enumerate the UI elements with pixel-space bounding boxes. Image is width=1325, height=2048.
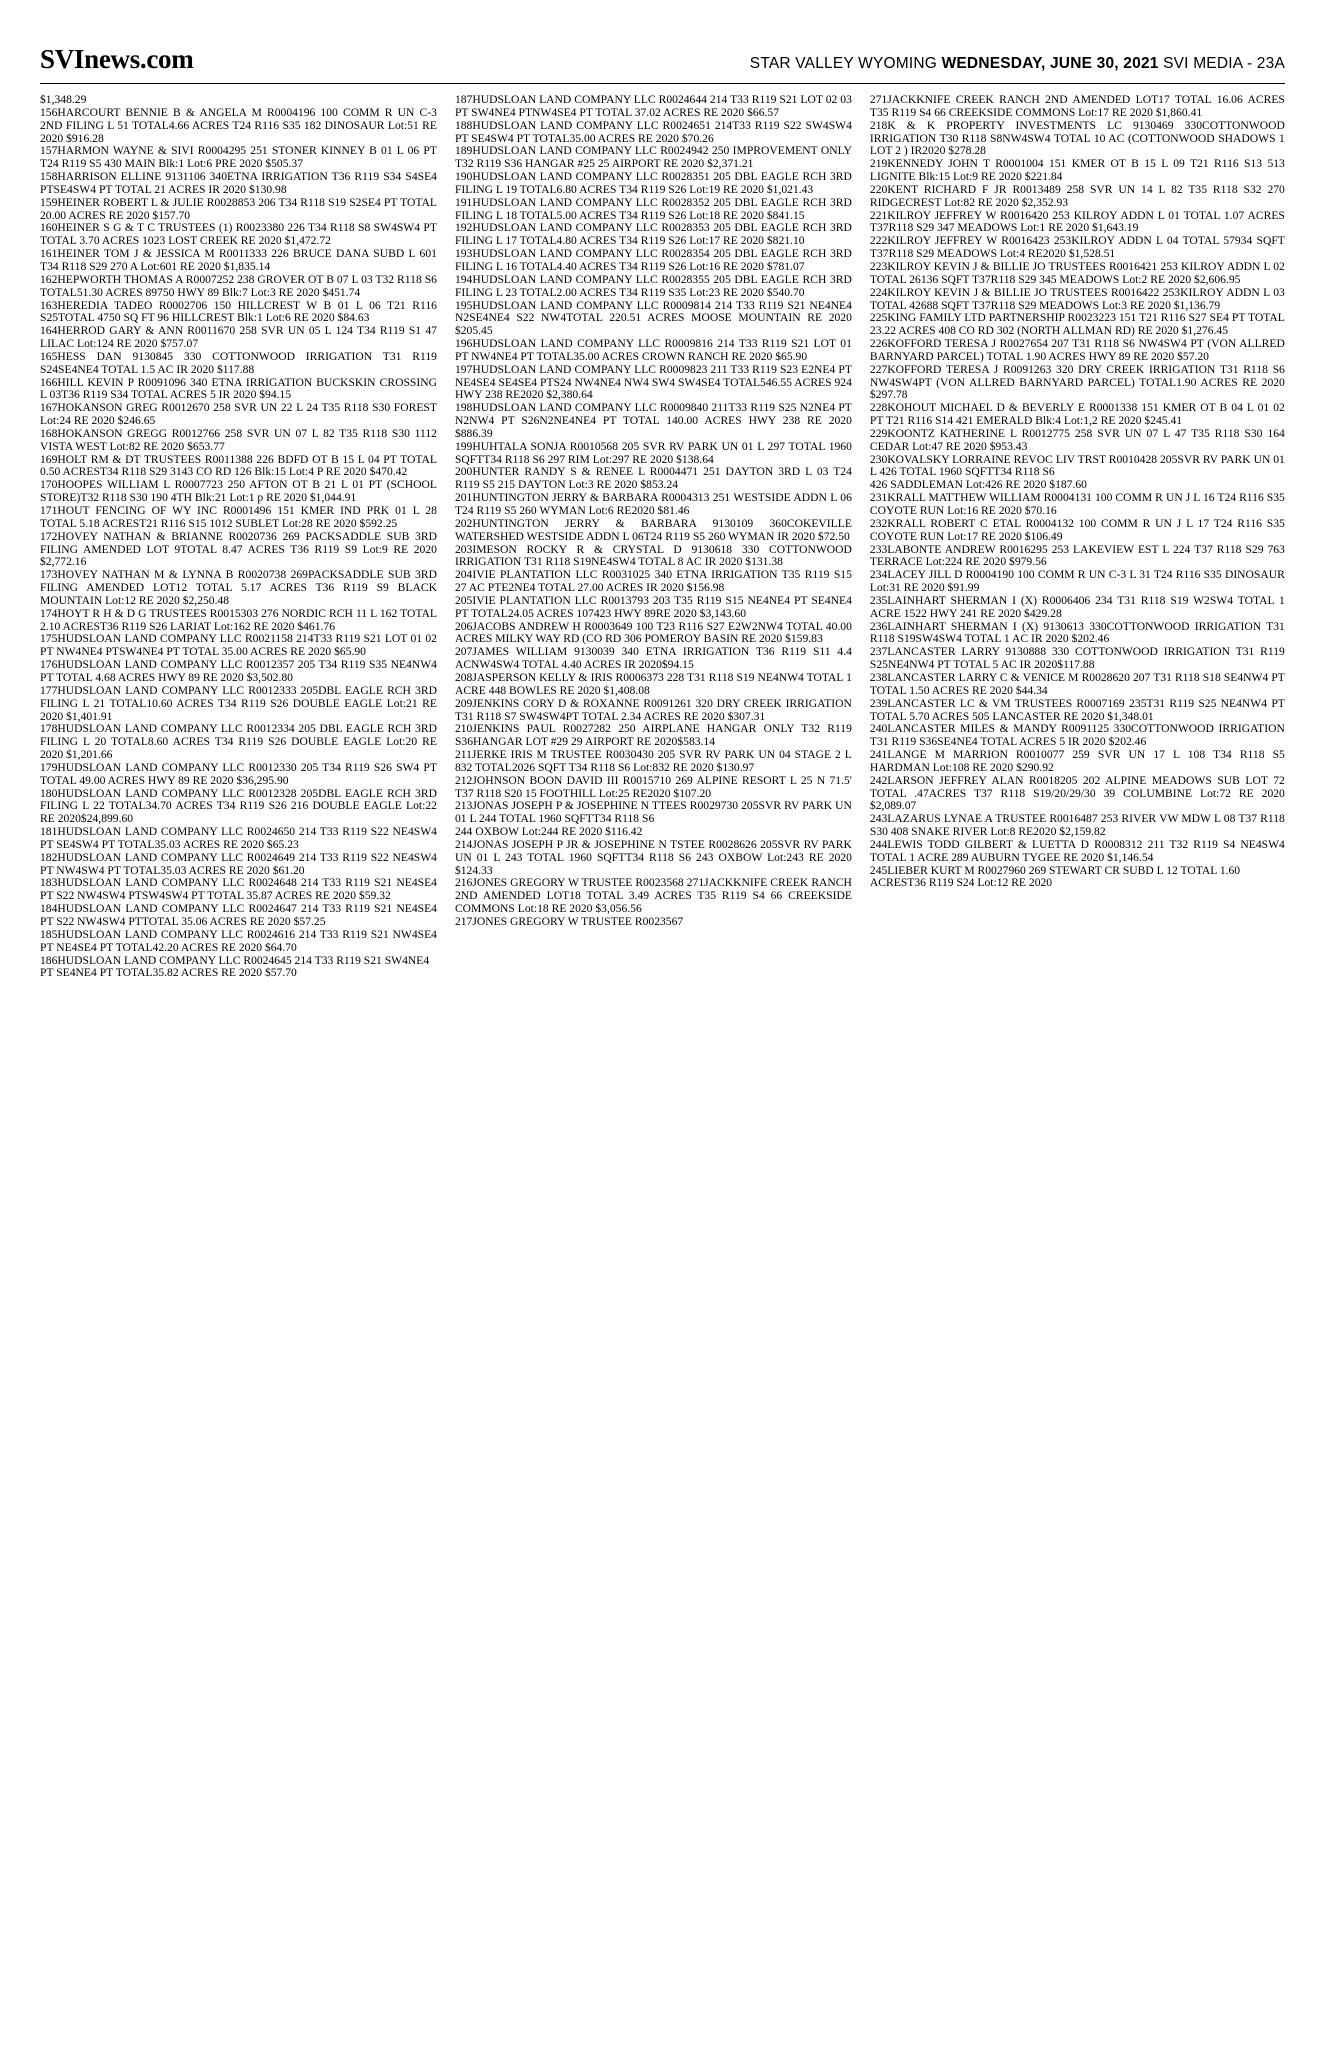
listing-entry: 235LAINHART SHERMAN I (X) R0006406 234 T31 R118 S19 W2SW4 TOTAL 1 ACRE 1522 HWY 241 RE 2020 $429.28 bbox=[869, 593, 1285, 620]
listing-entry: 207JAMES WILLIAM 9130039 340 ETNA IRRIGATION T36 R119 S11 4.4 ACNW4SW4 TOTAL 4.40 ACRES IR 2020$94.15 bbox=[454, 645, 852, 672]
listing-entry: 197HUDSLOAN LAND COMPANY LLC R0009823 211 T33 R119 S23 E2NE4 PT NE4SE4 SE4SE4 PTS24 NW4NE4 NW4 SW4 SW4SE4 TOTAL546.55 ACRES 924 HWY 238 RE2020 $2,380.64 bbox=[454, 362, 852, 402]
listing-entry: 163HEREDIA TADEO R0002706 150 HILLCREST W B 01 L 06 T21 R116 S25TOTAL 4750 SQ FT 96 HILLCREST Blk:1 Lot:6 RE 2020 $84.63 bbox=[40, 298, 437, 325]
listing-entry: 190HUDSLOAN LAND COMPANY LLC R0028351 205 DBL EAGLE RCH 3RD FILING L 19 TOTAL6.80 ACRES T34 R119 S26 Lot:19 RE 2020 $1,021.43 bbox=[454, 170, 852, 196]
masthead-info bbox=[750, 55, 1285, 73]
listing-entry: 234LACEY JILL D R0004190 100 COMM R UN C-3 L 31 T24 R116 S35 DINOSAUR Lot:31 RE 2020 $91.99 bbox=[869, 568, 1285, 595]
listing-entry: 210JENKINS PAUL R0027282 250 AIRPLANE HANGAR ONLY T32 R119 S36HANGAR LOT #29 29 AIRPORT RE 2020$583.14 bbox=[454, 722, 852, 749]
listing-entry: 196HUDSLOAN LAND COMPANY LLC R0009816 214 T33 R119 S21 LOT 01 PT NW4NE4 PT TOTAL35.00 ACRES CROWN RANCH RE 2020 $65.90 bbox=[454, 337, 852, 363]
listing-entry: 209JENKINS CORY D & ROXANNE R0091261 320 DRY CREEK IRRIGATION T31 R118 S7 SW4SW4PT TOTAL 2.34 ACRES RE 2020 $307.31 bbox=[454, 696, 852, 723]
listing-entry: 188HUDSLOAN LAND COMPANY LLC R0024651 214T33 R119 S22 SW4SW4 PT SE4SW4 PT TOTAL35.00 ACRES RE 2020 $70.26 bbox=[454, 118, 852, 145]
listing-entry: 243LAZARUS LYNAE A TRUSTEE R0016487 253 RIVER VW MDW L 08 T37 R118 S30 408 SNAKE RIVER Lot:8 RE2020 $2,159.82 bbox=[869, 812, 1285, 839]
listing-entry: 166HILL KEVIN P R0091096 340 ETNA IRRIGATION BUCKSKIN CROSSING L 03T36 R119 S34 TOTAL ACRES 5 IR 2020 $94.15 bbox=[40, 375, 437, 402]
listing-entry: 186HUDSLOAN LAND COMPANY LLC R0024645 214 T33 R119 S21 SW4NE4 PT SE4NE4 PT TOTAL35.82 ACRES RE 2020 $57.70 bbox=[40, 953, 430, 980]
listing-entry: 226KOFFORD TERESA J R0027654 207 T31 R118 S6 NW4SW4 PT (VON ALLRED BARNYARD PARCEL) TOTAL 1.90 ACRES HWY 89 RE 2020 $57.20 bbox=[869, 337, 1285, 363]
publication-logo: SVInews.com bbox=[40, 44, 194, 74]
listing-entry: 240LANCASTER MILES & MANDY R0091125 330COTTONWOOD IRRIGATION T31 R119 S36SE4NE4 TOTAL ACRES 5 IR 2020 $202.46 bbox=[869, 722, 1285, 749]
listing-entry: 216JONES GREGORY W TRUSTEE R0023568 271JACKKNIFE CREEK RANCH 2ND AMENDED LOT18 TOTAL 3.49 ACRES T35 R119 S4 66 CREEKSIDE COMMONS Lot:18 RE 2020 $3,056.56 bbox=[454, 876, 852, 916]
listing-entry: 205IVIE PLANTATION LLC R0013793 203 T35 R119 S15 NE4NE4 PT SE4NE4 PT TOTAL24.05 ACRES 107423 HWY 89RE 2020 $3,143.60 bbox=[454, 593, 852, 620]
listing-entry: 178HUDSLOAN LAND COMPANY LLC R0012334 205 DBL EAGLE RCH 3RD FILING L 20 TOTAL8.60 ACRES T34 R119 S26 DOUBLE EAGLE Lot:20 RE 2020 $1,201.66 bbox=[40, 722, 437, 762]
listing-entry: 168HOKANSON GREGG R0012766 258 SVR UN 07 L 82 T35 R118 S30 1112 VISTA WEST Lot:82 RE 2020 $653.77 bbox=[40, 426, 437, 453]
listing-entry: 242LARSON JEFFREY ALAN R0018205 202 ALPINE MEADOWS SUB LOT 72 TOTAL .47ACRES T37 R118 S19/20/29/30 39 COLUMBINE Lot:72 RE 2020 $2,089.07 bbox=[869, 773, 1285, 813]
listing-entry: 238LANCASTER LARRY C & VENICE M R0028620 207 T31 R118 S18 SE4NW4 PT TOTAL 1.50 ACRES RE 2020 $44.34 bbox=[869, 670, 1285, 697]
listing-entry: 214JONAS JOSEPH P JR & JOSEPHINE N TSTEE R0028626 205SVR RV PARK UN 01 L 243 TOTAL 1960 SQFTT34 R118 S6 243 OXBOW Lot:243 RE 2020 $124.33 bbox=[454, 837, 852, 877]
masthead-source: SVI MEDIA - 23A bbox=[1163, 55, 1285, 72]
listing-entry: 208JASPERSON KELLY & IRIS R0006373 228 T31 R118 S19 NE4NW4 TOTAL 1 ACRE 448 BOWLES RE 2020 $1,408.08 bbox=[454, 670, 852, 697]
listing-entry: 157HARMON WAYNE & SIVI R0004295 251 STONER KINNEY B 01 L 06 PT T24 R119 S5 430 MAIN Blk:1 Lot:6 PRE 2020 $505.37 bbox=[40, 144, 437, 171]
masthead-date: WEDNESDAY, JUNE 30, 2021 bbox=[941, 55, 1159, 72]
listing-entry: 161HEINER TOM J & JESSICA M R0011333 226 BRUCE DANA SUBD L 601 T34 R118 S29 270 A Lot:601 RE 2020 $1,835.14 bbox=[40, 247, 437, 273]
column-2 bbox=[455, 94, 870, 980]
masthead-divider bbox=[40, 83, 1285, 84]
listing-entry: 231KRALL MATTHEW WILLIAM R0004131 100 COMM R UN J L 16 T24 R116 S35 COYOTE RUN Lot:16 RE 2020 $70.16 bbox=[869, 491, 1285, 517]
listing-entry: 165HESS DAN 9130845 330 COTTONWOOD IRRIGATION T31 R119 S24SE4NE4 TOTAL 1.5 AC IR 2020 $117.88 bbox=[40, 349, 437, 376]
listing-entry: 230KOVALSKY LORRAINE REVOC LIV TRST R0010428 205SVR RV PARK UN 01 L 426 TOTAL 1960 SQFTT34 R118 S6 bbox=[869, 452, 1285, 479]
listing-entry: 220KENT RICHARD F JR R0013489 258 SVR UN 14 L 82 T35 R118 S32 270 RIDGECREST Lot:82 RE 2020 $2,352.93 bbox=[869, 182, 1285, 209]
listing-entry: 192HUDSLOAN LAND COMPANY LLC R0028353 205 DBL EAGLE RCH 3RD FILING L 17 TOTAL4.80 ACRES T34 R119 S26 Lot:17 RE 2020 $821.10 bbox=[454, 221, 852, 248]
listing-entry: 195HUDSLOAN LAND COMPANY LLC R0009814 214 T33 R119 S21 NE4NE4 N2SE4NE4 S22 NW4TOTAL 220.51 ACRES MOOSE MOUNTAIN RE 2020 $205.45 bbox=[454, 298, 852, 338]
listing-entry: 156HARCOURT BENNIE B & ANGELA M R0004196 100 COMM R UN C-3 2ND FILING L 51 TOTAL4.66 ACRES T24 R116 S35 182 DINOSAUR Lot:51 RE 2020 $916.28 bbox=[40, 105, 437, 145]
listing-entry: 244 OXBOW Lot:244 RE 2020 $116.42 bbox=[454, 825, 643, 839]
listing-entry: 199HUHTALA SONJA R0010568 205 SVR RV PARK UN 01 L 297 TOTAL 1960 SQFTT34 R118 S6 297 RIM Lot:297 RE 2020 $138.64 bbox=[454, 439, 852, 466]
listing-entry: 193HUDSLOAN LAND COMPANY LLC R0028354 205 DBL EAGLE RCH 3RD FILING L 16 TOTAL4.40 ACRES T34 R119 S26 Lot:16 RE 2020 $781.07 bbox=[454, 247, 852, 273]
classified-listing-columns bbox=[40, 94, 1285, 980]
listing-entry: 245LIEBER KURT M R0027960 269 STEWART CR SUBD L 12 TOTAL 1.60 ACREST36 R119 S24 Lot:12 RE 2020 bbox=[869, 863, 1241, 890]
listing-entry: 170HOOPES WILLIAM L R0007723 250 AFTON OT B 21 L 01 PT (SCHOOL STORE)T32 R118 S30 190 4TH Blk:21 Lot:1 p RE 2020 $1,044.91 bbox=[40, 478, 437, 505]
listing-entry: 229KOONTZ KATHERINE L R0012775 258 SVR UN 07 L 47 T35 R118 S30 164 CEDAR Lot:47 RE 2020 $953.43 bbox=[869, 426, 1285, 453]
listing-entry: 232KRALL ROBERT C ETAL R0004132 100 COMM R UN J L 17 T24 R116 S35 COYOTE RUN Lot:17 RE 2020 $106.49 bbox=[869, 516, 1285, 543]
listing-entry: 185HUDSLOAN LAND COMPANY LLC R0024616 214 T33 R119 S21 NW4SE4 PT NE4SE4 PT TOTAL42.20 ACRES RE 2020 $64.70 bbox=[40, 927, 437, 954]
listing-entry: 222KILROY JEFFREY W R0016423 253KILROY ADDN L 04 TOTAL 57934 SQFT T37R118 S29 MEADOWS Lot:4 RE2020 $1,528.51 bbox=[869, 234, 1285, 261]
listing-entry: 227KOFFORD TERESA J R0091263 320 DRY CREEK IRRIGATION T31 R118 S6 NW4SW4PT (VON ALLRED BARNYARD PARCEL) TOTAL1.90 ACRES RE 2020 $297.78 bbox=[869, 362, 1285, 402]
listing-entry: 203IMESON ROCKY R & CRYSTAL D 9130618 330 COTTONWOOD IRRIGATION T31 R118 S19NE4SW4 TOTAL 8 AC IR 2020 $131.38 bbox=[454, 542, 852, 569]
listing-entry: 204IVIE PLANTATION LLC R0031025 340 ETNA IRRIGATION T35 R119 S15 27 AC PTE2NE4 TOTAL 27.00 ACRES IR 2020 $156.98 bbox=[454, 568, 852, 595]
listing-entry: 158HARRISON ELLINE 9131106 340ETNA IRRIGATION T36 R119 S34 S4SE4 PTSE4SW4 PT TOTAL 21 ACRES IR 2020 $130.98 bbox=[40, 170, 437, 196]
listing-entry: 225KING FAMILY LTD PARTNERSHIP R0023223 151 T21 R116 S27 SE4 PT TOTAL 23.22 ACRES 408 CO RD 302 (NORTH ALLMAN RD) RE 2020 $1,276.45 bbox=[869, 311, 1285, 338]
listing-entry: 224KILROY KEVIN J & BILLIE JO TRUSTEES R0016422 253KILROY ADDN L 03 TOTAL 42688 SQFT T37R118 S29 MEADOWS Lot:3 RE 2020 $1,136.79 bbox=[869, 285, 1285, 312]
listing-entry: 159HEINER ROBERT L & JULIE R0028853 206 T34 R118 S19 S2SE4 PT TOTAL 20.00 ACRES RE 2020 $157.70 bbox=[40, 195, 437, 222]
listing-entry: 198HUDSLOAN LAND COMPANY LLC R0009840 211T33 R119 S25 N2NE4 PT N2NW4 PT S26N2NE4NE4 PT TOTAL 140.00 ACRES HWY 238 RE 2020 $886.39 bbox=[454, 401, 852, 440]
listing-entry: 233LABONTE ANDREW R0016295 253 LAKEVIEW EST L 224 T37 R118 S29 763 TERRACE Lot:224 RE 2020 $979.56 bbox=[869, 542, 1285, 569]
listing-entry: 213JONAS JOSEPH P & JOSEPHINE N TTEES R0029730 205SVR RV PARK UN 01 L 244 TOTAL 1960 SQFTT34 R118 S6 bbox=[454, 799, 852, 826]
listing-entry: 244LEWIS TODD GILBERT & LUETTA D R0008312 211 T32 R119 S4 NE4SW4 TOTAL 1 ACRE 289 AUBURN TYGEE RE 2020 $1,146.54 bbox=[869, 837, 1285, 864]
listing-entry: 212JOHNSON BOON DAVID III R0015710 269 ALPINE RESORT L 25 N 71.5' T37 R118 S20 15 FOOTHILL Lot:25 RE2020 $107.20 bbox=[454, 773, 852, 800]
listing-entry: 160HEINER S G & T C TRUSTEES (1) R0023380 226 T34 R118 S8 SW4SW4 PT TOTAL 3.70 ACRES 1023 LOST CREEK RE 2020 $1,472.72 bbox=[40, 221, 437, 248]
listing-entry: 169HOLT RM & DT TRUSTEES R0011388 226 BDFD OT B 15 L 04 PT TOTAL 0.50 ACREST34 R118 S29 3143 CO RD 126 Blk:15 Lot:4 P RE 2020 $470.42 bbox=[40, 452, 437, 479]
listing-entry: 217JONES GREGORY W TRUSTEE R0023567 bbox=[454, 915, 684, 928]
listing-entry: 426 SADDLEMAN Lot:426 RE 2020 $187.60 bbox=[869, 478, 1087, 492]
listing-entry: 218K & K PROPERTY INVESTMENTS LC 9130469 330COTTONWOOD IRRIGATION T30 R118 S8NW4SW4 TOTAL 10 AC (COTTONWOOD SHADOWS 1 LOT 2 ) IR2020 $278.28 bbox=[869, 118, 1285, 158]
listing-entry: 183HUDSLOAN LAND COMPANY LLC R0024648 214 T33 R119 S21 NE4SE4 PT S22 NW4SW4 PTSW4SW4 PT TOTAL 35.87 ACRES RE 2020 $59.32 bbox=[40, 876, 437, 903]
listing-entry: 271JACKKNIFE CREEK RANCH 2ND AMENDED LOT17 TOTAL 16.06 ACRES T35 R119 S4 66 CREEKSIDE COMMONS Lot:17 RE 2020 $1,860.41 bbox=[869, 93, 1285, 119]
masthead-region: STAR VALLEY WYOMING bbox=[749, 55, 938, 72]
listing-entry: 219KENNEDY JOHN T R0001004 151 KMER OT B 15 L 09 T21 R116 S13 513 LIGNITE Blk:15 Lot:9 RE 2020 $221.84 bbox=[869, 157, 1285, 184]
listing-entry: 201HUNTINGTON JERRY & BARBARA R0004313 251 WESTSIDE ADDN L 06 T24 R119 S5 260 WYMAN Lot:6 RE2020 $81.46 bbox=[454, 491, 852, 517]
listing-entry: 236LAINHART SHERMAN I (X) 9130613 330COTTONWOOD IRRIGATION T31 R118 S19SW4SW4 TOTAL 1 AC IR 2020 $202.46 bbox=[869, 619, 1285, 646]
listing-entry: 167HOKANSON GREG R0012670 258 SVR UN 22 L 24 T35 R118 S30 FOREST Lot:24 RE 2020 $246.65 bbox=[40, 401, 437, 428]
listing-entry: 177HUDSLOAN LAND COMPANY LLC R0012333 205DBL EAGLE RCH 3RD FILING L 21 TOTAL10.60 ACRES T34 R119 S26 DOUBLE EAGLE Lot:21 RE 2020 $1,401.91 bbox=[40, 683, 437, 723]
masthead bbox=[40, 44, 1285, 81]
listing-entry: 179HUDSLOAN LAND COMPANY LLC R0012330 205 T34 R119 S26 SW4 PT TOTAL 49.00 ACRES HWY 89 RE 2020 $36,295.90 bbox=[40, 760, 437, 787]
listing-entry: 173HOVEY NATHAN M & LYNNA B R0020738 269PACKSADDLE SUB 3RD FILING AMENDED LOT12 TOTAL 5.17 ACRES T36 R119 S9 BLACK MOUNTAIN Lot:12 RE 2020 $2,250.48 bbox=[40, 568, 437, 607]
listing-entry: 241LANGE M MARRION R0010077 259 SVR UN 17 L 108 T34 R118 S5 HARDMAN Lot:108 RE 2020 $290.92 bbox=[869, 748, 1285, 774]
listing-entry: $1,348.29 bbox=[40, 93, 87, 106]
listing-entry: 191HUDSLOAN LAND COMPANY LLC R0028352 205 DBL EAGLE RCH 3RD FILING L 18 TOTAL5.00 ACRES T34 R119 S26 Lot:18 RE 2020 $841.15 bbox=[454, 195, 852, 222]
listing-entry: 211JERKE IRIS M TRUSTEE R0030430 205 SVR RV PARK UN 04 STAGE 2 L 832 TOTAL2026 SQFT T34 R118 S6 Lot:832 RE 2020 $130.97 bbox=[454, 748, 852, 774]
listing-entry: 172HOVEY NATHAN & BRIANNE R0020736 269 PACKSADDLE SUB 3RD FILING AMENDED LOT 9TOTAL 8.47 ACRES T36 R119 S9 Lot:9 RE 2020 $2,772.16 bbox=[40, 529, 437, 569]
listing-entry: 200HUNTER RANDY S & RENEE L R0004471 251 DAYTON 3RD L 03 T24 R119 S5 215 DAYTON Lot:3 RE 2020 $853.24 bbox=[454, 465, 852, 492]
listing-entry: 174HOYT R H & D G TRUSTEES R0015303 276 NORDIC RCH 11 L 162 TOTAL 2.10 ACREST36 R119 S26 LARIAT Lot:162 RE 2020 $461.76 bbox=[40, 606, 437, 633]
column-1 bbox=[40, 94, 455, 980]
listing-entry: 181HUDSLOAN LAND COMPANY LLC R0024650 214 T33 R119 S22 NE4SW4 PT SE4SW4 PT TOTAL35.03 ACRES RE 2020 $65.23 bbox=[40, 825, 437, 851]
listing-entry: 228KOHOUT MICHAEL D & BEVERLY E R0001338 151 KMER OT B 04 L 01 02 PT T21 R116 S14 421 EMERALD Blk:4 Lot:1,2 RE 2020 $245.41 bbox=[869, 401, 1285, 428]
listing-entry: 206JACOBS ANDREW H R0003649 100 T23 R116 S27 E2W2NW4 TOTAL 40.00 ACRES MILKY WAY RD (CO RD 306 POMEROY BASIN RE 2020 $159.83 bbox=[454, 619, 852, 646]
listing-entry: 171HOUT FENCING OF WY INC R0001496 151 KMER IND PRK 01 L 28 TOTAL 5.18 ACREST21 R116 S15 1012 SUBLET Lot:28 RE 2020 $592.25 bbox=[40, 504, 437, 530]
listing-entry: 189HUDSLOAN LAND COMPANY LLC R0024942 250 IMPROVEMENT ONLY T32 R119 S36 HANGAR #25 25 AIRPORT RE 2020 $2,371.21 bbox=[454, 144, 852, 171]
listing-entry: 237LANCASTER LARRY 9130888 330 COTTONWOOD IRRIGATION T31 R119 S25NE4NW4 PT TOTAL 5 AC IR 2020$117.88 bbox=[869, 645, 1285, 672]
listing-entry: 221KILROY JEFFREY W R0016420 253 KILROY ADDN L 01 TOTAL 1.07 ACRES T37R118 S29 347 MEADOWS Lot:1 RE 2020 $1,643.19 bbox=[869, 208, 1285, 235]
listing-entry: 187HUDSLOAN LAND COMPANY LLC R0024644 214 T33 R119 S21 LOT 02 03 PT SW4NE4 PTNW4SE4 PT TOTAL 37.02 ACRES RE 2020 $66.57 bbox=[454, 93, 852, 119]
listing-entry: 223KILROY KEVIN J & BILLIE JO TRUSTEES R0016421 253 KILROY ADDN L 02 TOTAL 26136 SQFT T37R118 S29 345 MEADOWS Lot:2 RE 2020 $2,606.95 bbox=[869, 259, 1285, 286]
listing-entry: 164HERROD GARY & ANN R0011670 258 SVR UN 05 L 124 T34 R119 S1 47 LILAC Lot:124 RE 2020 $757.07 bbox=[40, 324, 437, 351]
listing-entry: 176HUDSLOAN LAND COMPANY LLC R0012357 205 T34 R119 S35 NE4NW4 PT TOTAL 4.68 ACRES HWY 89 RE 2020 $3,502.80 bbox=[40, 658, 437, 684]
listing-entry: 175HUDSLOAN LAND COMPANY LLC R0021158 214T33 R119 S21 LOT 01 02 PT NW4NE4 PTSW4NE4 PT TOTAL 35.00 ACRES RE 2020 $65.90 bbox=[40, 632, 437, 659]
column-3 bbox=[870, 94, 1285, 980]
listing-entry: 180HUDSLOAN LAND COMPANY LLC R0012328 205DBL EAGLE RCH 3RD FILING L 22 TOTAL34.70 ACRES T34 R119 S26 216 DOUBLE EAGLE Lot:22 RE 2020$24,899.60 bbox=[40, 786, 437, 826]
listing-entry: 162HEPWORTH THOMAS A R0007252 238 GROVER OT B 07 L 03 T32 R118 S6 TOTAL51.30 ACRES 89750 HWY 89 Blk:7 Lot:3 RE 2020 $451.74 bbox=[40, 272, 437, 299]
listing-entry: 194HUDSLOAN LAND COMPANY LLC R0028355 205 DBL EAGLE RCH 3RD FILING L 23 TOTAL2.00 ACRES T34 R119 S35 Lot:23 RE 2020 $540.70 bbox=[454, 272, 852, 299]
listing-entry: 184HUDSLOAN LAND COMPANY LLC R0024647 214 T33 R119 S21 NE4SE4 PT S22 NW4SW4 PTTOTAL 35.06 ACRES RE 2020 $57.25 bbox=[40, 902, 437, 928]
listing-entry: 202HUNTINGTON JERRY & BARBARA 9130109 360COKEVILLE WATERSHED WESTSIDE ADDN L 06T24 R119 S5 260 WYMAN IR 2020 $72.50 bbox=[454, 516, 852, 543]
listing-entry: 182HUDSLOAN LAND COMPANY LLC R0024649 214 T33 R119 S22 NE4SW4 PT NW4SW4 PT TOTAL35.03 ACRES RE 2020 $61.20 bbox=[40, 850, 437, 877]
listing-entry: 239LANCASTER LC & VM TRUSTEES R0007169 235T31 R119 S25 NE4NW4 PT TOTAL 5.70 ACRES 505 LANCASTER RE 2020 $1,348.01 bbox=[869, 696, 1285, 723]
